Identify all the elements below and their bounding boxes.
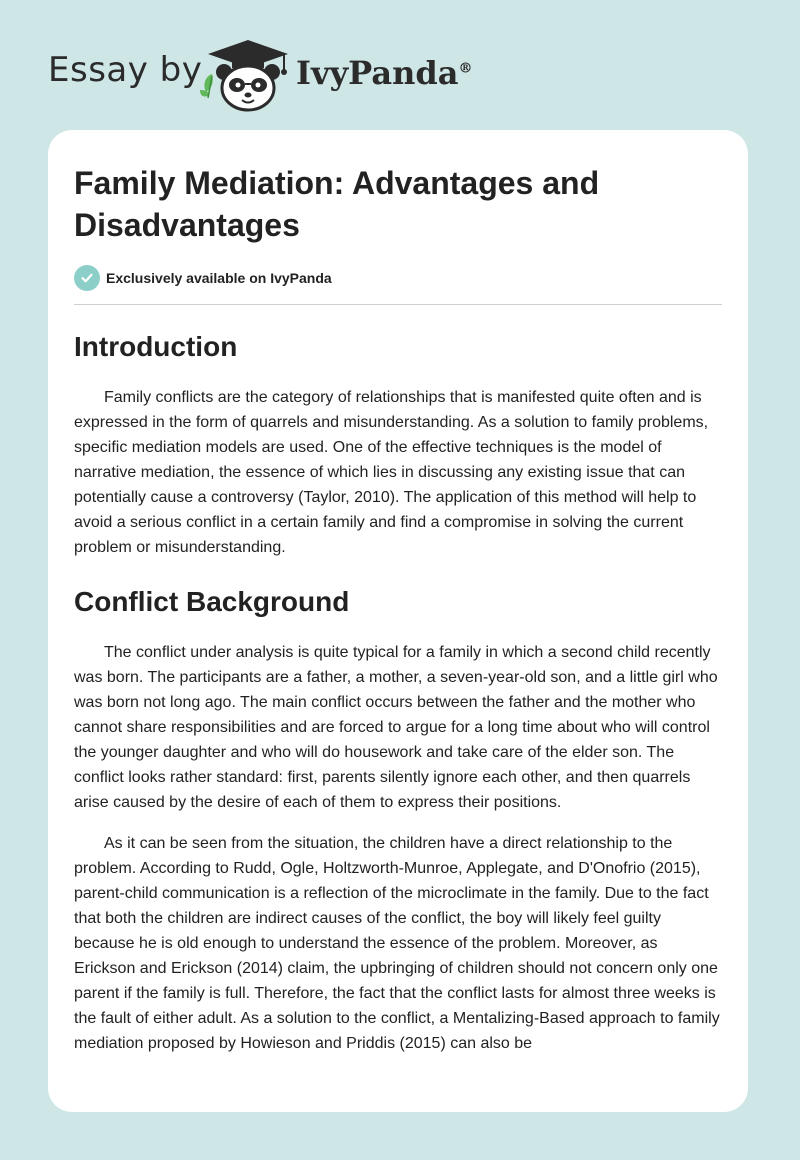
section-heading-conflict-background: Conflict Background <box>74 586 350 617</box>
exclusive-badge <box>74 264 722 292</box>
site-header <box>0 0 800 130</box>
brand-name[interactable] <box>296 54 472 92</box>
panda-logo-icon[interactable] <box>198 36 294 112</box>
essay-title: Family Mediation: Advantages and Disadvantages <box>74 165 600 243</box>
section-heading-introduction: Introduction <box>74 331 238 362</box>
introduction-paragraph: Family conflicts are the category of relationships that is manifested quite often and is expressed in the form of quarrels and misunderstanding. As a solution to family problems, specific mediation models are used. One of the effective techniques is the model of narrative mediation, the essence of which lies in discussing any existing issue that can potentially cause a controversy (Taylor, 2010). The application of this method will help to avoid a serious conflict in a certain family and find a compromise in solving the current problem or misunderstanding. <box>74 389 709 556</box>
registered-mark: ® <box>458 60 473 77</box>
brand-name-text: IvyPanda <box>296 54 459 92</box>
check-icon <box>74 265 100 291</box>
title-divider <box>74 304 722 305</box>
exclusive-badge-text: Exclusively available on IvyPanda <box>106 270 332 286</box>
conflict-background-paragraph-1: The conflict under analysis is quite typical for a family in which a second child recently was born. The participants are a father, a mother, a seven-year-old son, and a little girl who was born not long ago. The main conflict occurs between the father and the mother who cannot share responsibilities and are forced to argue for a long time about who will control the younger daughter and who will do housework and take care of the elder son. The conflict looks rather standard: first, parents silently ignore each other, and then quarrels arise caused by the desire of each of them to express their positions. <box>74 644 718 811</box>
essay-card <box>48 130 748 1112</box>
essay-by-label: Essay by <box>48 50 203 90</box>
conflict-background-paragraph-2: As it can be seen from the situation, the children have a direct relationship to the problem. According to Rudd, Ogle, Holtzworth-Munroe, Applegate, and D'Onofrio (2015), parent-child communication is a reflection of the microclimate in the family. Due to the fact that both the children are indirect causes of the conflict, the boy will likely feel guilty because he is old enough to understand the essence of the problem. Moreover, as Erickson and Erickson (2014) claim, the upbringing of children should not concern only one parent if the family is full. Therefore, the fact that the conflict lasts for almost three weeks is the fault of either adult. As a solution to the conflict, a Mentalizing-Based approach to family mediation proposed by Howieson and Priddis (2015) can also be <box>74 835 720 1052</box>
